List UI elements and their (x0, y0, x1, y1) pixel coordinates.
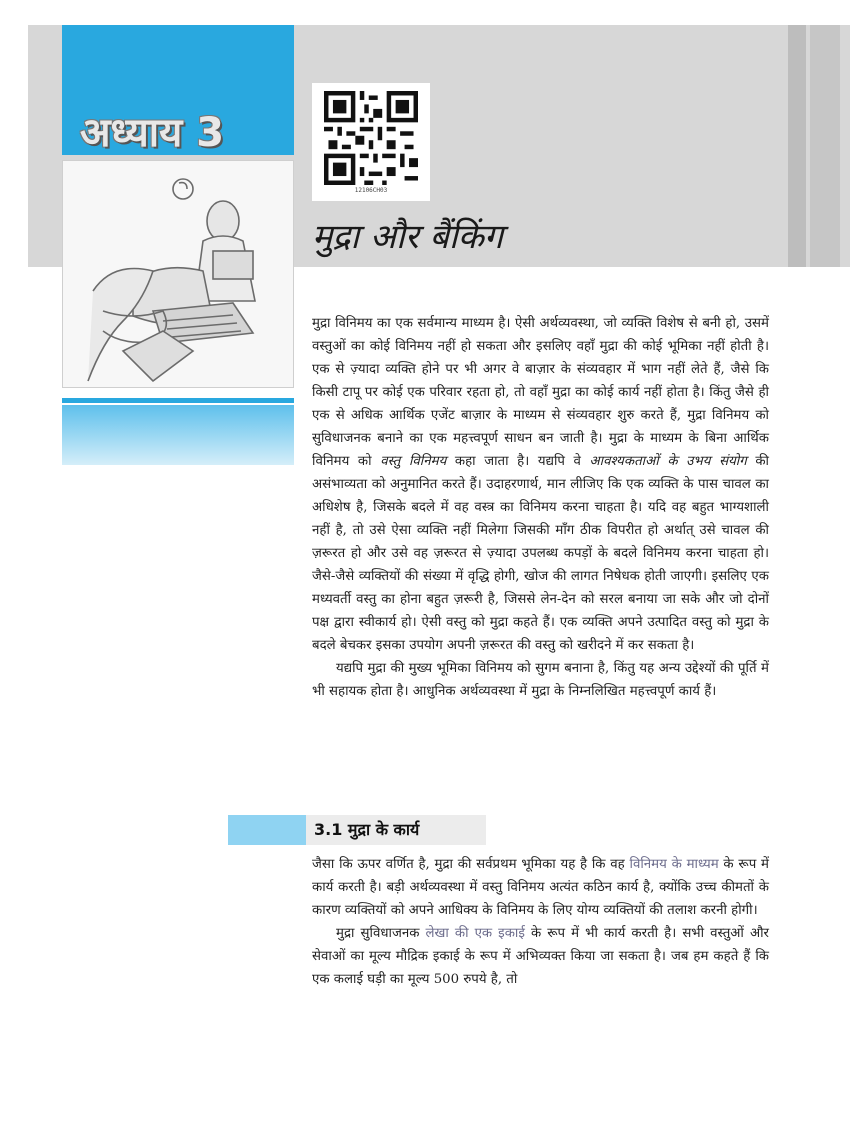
section-text (312, 853, 769, 991)
person-at-computer-icon (63, 161, 293, 387)
accent-line (62, 398, 294, 403)
accent-fade-box (62, 405, 294, 465)
qr-code[interactable] (312, 83, 430, 201)
paragraph: मुद्रा सुविधाजनक लेखा की एक इकाई के रूप में भी कार्य करती है। सभी वस्तुओं और सेवाओं का मूल्य मौद्रिक इकाई के रूप में अभिव्यक्त किया जा सकता है। जब हम कहते हैं कि एक कलाई घड़ी का मूल्य 500 रुपये है, तो (312, 926, 769, 987)
chapter-illustration (62, 160, 294, 388)
paragraph: मुद्रा विनिमय का एक सर्वमान्य माध्यम है। ऐसी अर्थव्यवस्था, जो व्यक्ति विशेष से बनी हो, उसमें वस्तुओं का कोई विनिमय नहीं हो सकता और इसलिए वहाँ मुद्रा की कोई भूमिका नहीं होती है। एक से ज़्यादा व्यक्ति होने पर भी अगर वे बाज़ार के संव्यवहार में भाग नहीं लेते हैं, जैसे कि किसी टापू पर कोई एक परिवार रहता हो, तो वहाँ मुद्रा का कोई कार्य नहीं होता है। किंतु जैसे ही एक से अधिक आर्थिक एजेंट बाज़ार के माध्यम से संव्यवहार शुरु करते हैं, मुद्रा विनिमय को सुविधाजनक बनाने का एक महत्त्वपूर्ण साधन बन जाती है। मुद्रा के माध्यम के बिना आर्थिक विनिमय को वस्तु विनिमय कहा जाता है। यद्यपि वे आवश्यकताओं के उभय संयोग की असंभाव्यता को अनुमानित करते हैं। उदाहरणार्थ, मान लीजिए कि एक व्यक्ति के पास चावल का अधिशेष है, जिसके बदले में वह वस्त्र का विनिमय करना चाहता है। यदि वह बहुत भाग्यशाली नहीं है, तो उसे ऐसा व्यक्ति नहीं मिलेगा जिसकी माँग ठीक विपरीत हो अर्थात् उसे चावल की ज़रूरत हो और उसे वह ज़रूरत से ज़्यादा उपलब्ध कपड़ों के बदले विनिमय करना चाहता हो। जैसे-जैसे व्यक्तियों की संख्या में वृद्धि होगी, खोज की लागत निषेधक होती जाएगी। इसलिए एक मध्यवर्ती वस्तु का होना बहुत ज़रूरी है, जिससे लेन-देन को सरल बनाया जा सके और जो दोनों पक्ष द्वारा स्वीकार्य हो। ऐसी वस्तु को मुद्रा कहते हैं। एक व्यक्ति अपने उत्पादित वस्तु को मुद्रा के बदले बेचकर इसका उपयोग अपनी ज़रूरत की वस्तु को खरीदने में कर सकता है। (312, 316, 769, 653)
chapter-label-box (62, 25, 294, 155)
term-unit-of-account: लेखा की एक इकाई (425, 926, 525, 941)
term-barter: वस्तु विनिमय (380, 454, 447, 469)
qr-code-id: 12106CH03 (354, 187, 388, 194)
term-medium-of-exchange: विनिमय के माध्यम (629, 857, 719, 872)
section-accent-bar (228, 815, 306, 845)
paragraph: जैसा कि ऊपर वर्णित है, मुद्रा की सर्वप्रथम भूमिका यह है कि वह विनिमय के माध्यम के रूप में कार्य करती है। बड़ी अर्थव्यवस्था में वस्तु विनिमय अत्यंत कठिन कार्य है, क्योंकि उच्च कीमतों के कारण व्यक्तियों को अपने आधिक्य के विनिमय के लिए योग्य व्यक्तियों की तलाश करनी होगी। (312, 857, 770, 918)
chapter-title: मुद्रा और बैंकिंग (312, 217, 503, 257)
term-double-coincidence: आवश्यकताओं के उभय संयोग (589, 454, 747, 469)
qr-code-icon (324, 91, 418, 185)
body-text (312, 312, 769, 703)
chapter-label: अध्याय 3 (80, 110, 225, 155)
header-stripe (788, 25, 806, 267)
section-heading: 3.1 मुद्रा के कार्य (314, 820, 420, 839)
header-stripe (810, 25, 840, 267)
paragraph: यद्यपि मुद्रा की मुख्य भूमिका विनिमय को सुगम बनाना है, किंतु यह अन्य उद्देश्यों की पूर्ति में भी सहायक होता है। आधुनिक अर्थव्यवस्था में मुद्रा के निम्नलिखित महत्त्वपूर्ण कार्य हैं। (312, 661, 769, 699)
